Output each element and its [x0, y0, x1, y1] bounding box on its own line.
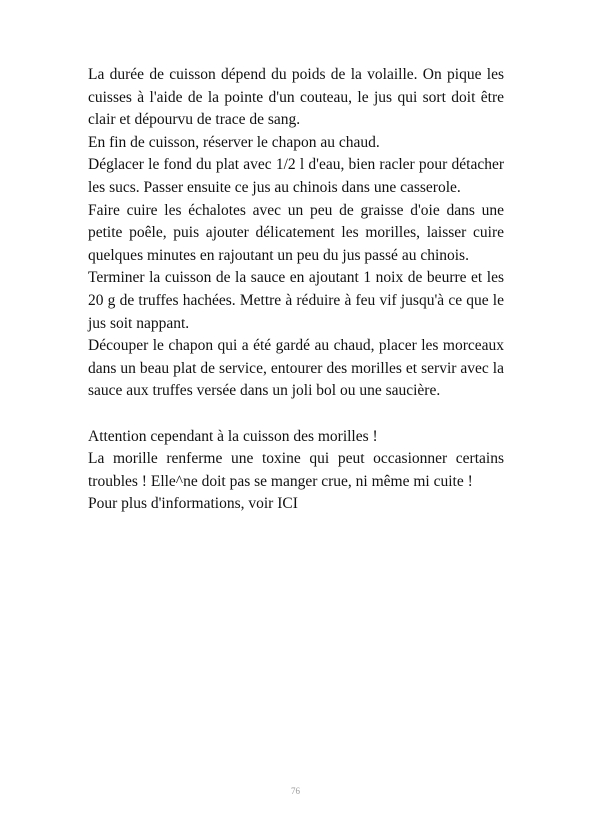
paragraph-spacer [88, 403, 504, 426]
page-number: 76 [291, 786, 300, 796]
more-info-link-text[interactable]: Pour plus d'informations, voir ICI [88, 495, 298, 513]
paragraph-deglaze: Déglacer le fond du plat avec 1/2 l d'eau, bien racler pour détacher les sucs. Passer ensuite ce jus au chinois dans une casserole. [88, 156, 504, 196]
paragraph-shallots-morels: Faire cuire les échalotes avec un peu de graisse d'oie dans une petite poêle, puis ajouter délicatement les morilles, laisser cuire quelques minutes en rajoutant un peu du jus passé au chinois. [88, 201, 504, 264]
warning-body: La morille renferme une toxine qui peut occasionner certains troubles ! Elle^ne doit pas se manger crue, ni même mi cuite ! [88, 450, 504, 490]
recipe-text-block [88, 64, 504, 516]
warning-heading: Attention cependant à la cuisson des morilles ! [88, 427, 378, 445]
paragraph-cooking-time: La durée de cuisson dépend du poids de la volaille. On pique les cuisses à l'aide de la pointe d'un couteau, le jus qui sort doit être clair et dépourvu de trace de sang. [88, 66, 504, 129]
paragraph-keep-warm: En fin de cuisson, réserver le chapon au chaud. [88, 133, 380, 151]
paragraph-serve: Découper le chapon qui a été gardé au chaud, placer les morceaux dans un beau plat de service, entourer des morilles et servir avec la sauce aux truffes versée dans un joli bol ou une saucière. [88, 337, 504, 400]
paragraph-finish-sauce: Terminer la cuisson de la sauce en ajoutant 1 noix de beurre et les 20 g de truffes hachées. Mettre à réduire à feu vif jusqu'à ce que le jus soit nappant. [88, 269, 504, 332]
